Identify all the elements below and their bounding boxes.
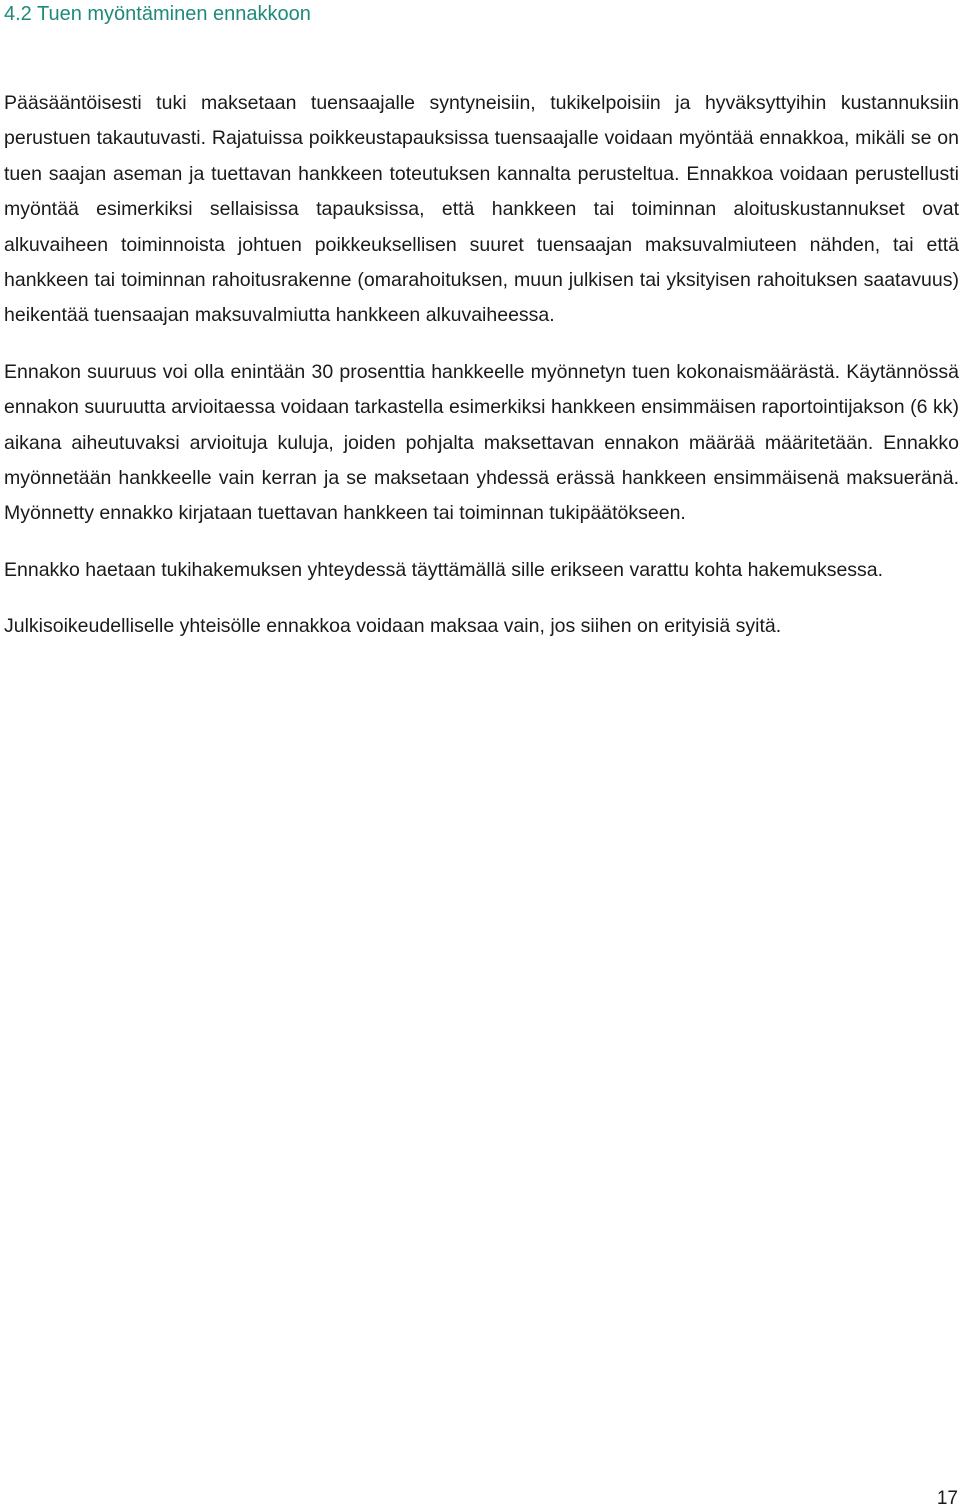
body-text (4, 86, 959, 666)
page-number: 17 (936, 1488, 958, 1509)
paragraph-advance-amount: Ennakon suuruus voi olla enintään 30 prosenttia hankkeelle myönnetyn tuen kokonaismäärästä. Käytännössä ennakon suuruutta arvioitaessa voidaan tarkastella esimerkiksi hankkeen ensimmäisen raportointijakson (6 kk) aikana aiheutuvaksi arvioituja kuluja, joiden pohjalta maksettavan ennakon määrää määritetään. Ennakko myönnetään hankkeelle vain kerran ja se maksetaan yhdessä erässä hankkeen ensimmäisenä maksueränä. Myönnetty ennakko kirjataan tuettavan hankkeen tai toiminnan tukipäätökseen. (4, 360, 959, 525)
paragraph-public-entity: Julkisoikeudelliselle yhteisölle ennakkoa voidaan maksaa vain, jos siihen on erityisiä syitä. (4, 615, 782, 638)
paragraph-advance-justification: Pääsääntöisesti tuki maksetaan tuensaajalle syntyneisiin, tukikelpoisiin ja hyväksyttyihin kustannuksiin perustuen takautuvasti. Rajatuissa poikkeustapauksissa tuensaajalle voidaan myöntää ennakkoa, mikäli se on tuen saajan aseman ja tuettavan hankkeen toteutuksen kannalta perusteltua. Ennakkoa voidaan perustellusti myöntää esimerkiksi sellaisissa tapauksissa, että hankkeen tai toiminnan aloituskustannukset ovat alkuvaiheen toiminnoista johtuen poikkeuksellisen suuret tuensaajan maksuvalmiuteen nähden, tai että hankkeen tai toiminnan rahoitusrakenne (omarahoituksen, muun julkisen tai yksityisen rahoituksen saatavuus) heikentää tuensaajan maksuvalmiutta hankkeen alkuvaiheessa. (4, 92, 959, 327)
section-heading: 4.2 Tuen myöntäminen ennakkoon (4, 3, 311, 25)
paragraph-advance-application: Ennakko haetaan tukihakemuksen yhteydessä täyttämällä sille erikseen varattu kohta hakemuksessa. (4, 558, 884, 581)
